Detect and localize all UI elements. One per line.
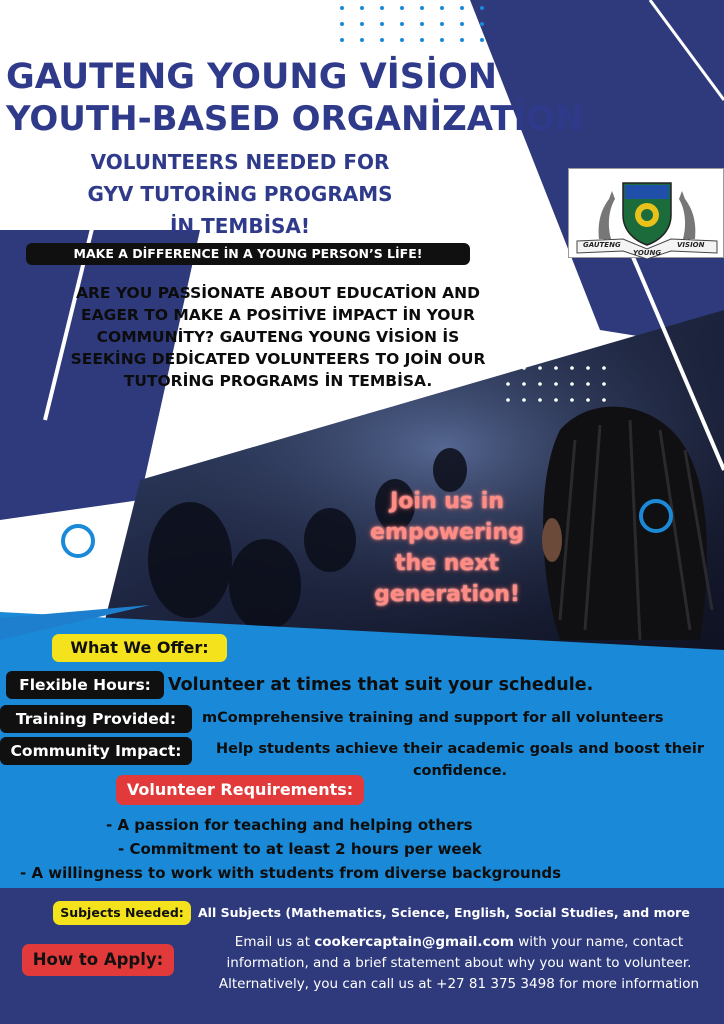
offer-text-flexible: Volunteer at times that suit your schedule. — [168, 675, 594, 695]
offer-heading: What We Offer: — [52, 634, 227, 662]
logo-banner-right: VISION — [677, 241, 705, 249]
subjects-label: Subjects Needed: — [53, 901, 191, 925]
caption-line-3: the next — [394, 551, 500, 576]
offer-label-community: Community Impact: — [0, 737, 192, 765]
caption-line-4: generation! — [374, 582, 520, 607]
apply-email-link[interactable]: cookercaptain@gmail.com — [314, 934, 514, 950]
offer-label-training: Training Provided: — [0, 705, 192, 733]
logo-banner-middle: YOUNG — [633, 249, 662, 257]
subjects-text: All Subjects (Mathematics, Science, English, Social Studies, and more — [198, 905, 690, 920]
subtitle-line-2: GYV TUTORİNG PROGRAMS — [87, 182, 393, 206]
title-line-1: GAUTENG YOUNG VİSİON — [6, 57, 498, 97]
requirements-heading: Volunteer Requirements: — [116, 775, 364, 805]
offer-text-community: Help students achieve their academic goals and boost their confidence. — [215, 741, 705, 779]
organization-logo — [568, 168, 724, 258]
caption-line-1: Join us in — [390, 489, 504, 514]
photo-caption — [352, 486, 542, 610]
requirement-item: - A passion for teaching and helping others — [106, 816, 473, 834]
intro-paragraph: ARE YOU PASSİONATE ABOUT EDUCATİON AND EAGER TO MAKE A POSİTİVE İMPACT İN YOUR COMMUNİTY? GAUTENG YOUNG VİSİON İS SEEKİNG DEDİCATED VOLUNTEERS TO JOİN OUR TUTORİNG PROGRAMS İN TEMBİSA. — [70, 284, 486, 390]
requirement-item: - A willingness to work with students from diverse backgrounds — [20, 864, 562, 882]
requirement-item: - Commitment to at least 2 hours per week — [118, 840, 482, 858]
subtitle-line-3: İN TEMBİSA! — [169, 214, 311, 238]
tagline-banner: MAKE A DİFFERENCE İN A YOUNG PERSON’S LİFE! — [26, 243, 470, 265]
apply-text-after: with your name, contact information, and a brief statement about why you want to volunteer. Alternatively, you can call us at +27 81 375 3498 for more information — [218, 934, 700, 992]
offer-label-flexible: Flexible Hours: — [6, 671, 164, 699]
logo-banner-left: GAUTENG — [583, 241, 621, 249]
subtitle-line-1: VOLUNTEERS NEEDED FOR — [90, 150, 390, 174]
apply-text-before: Email us at — [234, 934, 315, 950]
offer-text-training: mComprehensive training and support for all volunteers — [202, 710, 664, 726]
apply-text — [200, 932, 718, 995]
apply-label: How to Apply: — [22, 944, 174, 976]
caption-line-2: empowering — [370, 520, 524, 545]
title-line-2: YOUTH-BASED ORGANİZATİON — [6, 99, 584, 139]
